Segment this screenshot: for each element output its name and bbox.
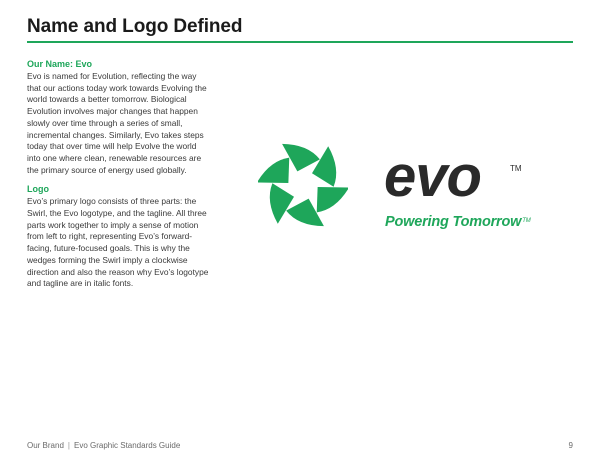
section-body-logo: Evo’s primary logo consists of three parts: the Swirl, the Evo logotype, and the tagline. All three parts work together to imply a sense of motion from left to right, representing Evo’s forward-facing, future-focused goals. This is why the wedges forming the Swirl imply a clockwise direction and also the reason why Evo’s logotype and tagline are in italic fonts.	[27, 196, 209, 289]
text-column	[27, 58, 209, 290]
section-heading-logo: Logo	[27, 184, 49, 195]
swirl-icon	[258, 140, 348, 230]
tagline-text: Powering Tomorrow	[385, 214, 522, 230]
footer-section: Our Brand	[27, 441, 64, 450]
logotype-trademark: TM	[510, 164, 522, 173]
section-body-name: Evo is named for Evolution, reflecting the way that our actions today work towards Evolving the world towards a better tomorrow. Biological Evolution involves major changes that happen slowly over time through a series of small, incremental changes. Similarly, Evo takes steps today that over time will help Evolve the world into one where clean, renewable resources are the primary source of energy used globally.	[27, 71, 207, 175]
evo-logotype: evo	[384, 144, 481, 209]
footer-separator: |	[67, 441, 70, 450]
tagline-trademark: TM	[522, 218, 531, 224]
tagline	[385, 214, 531, 230]
title-divider	[27, 41, 573, 43]
section-heading-name: Our Name: Evo	[27, 59, 93, 69]
evo-logo	[258, 140, 558, 260]
page-title: Name and Logo Defined	[27, 16, 243, 37]
page-number: 9	[568, 441, 573, 450]
footer-guide-title: Evo Graphic Standards Guide	[73, 441, 181, 450]
footer	[27, 441, 180, 450]
